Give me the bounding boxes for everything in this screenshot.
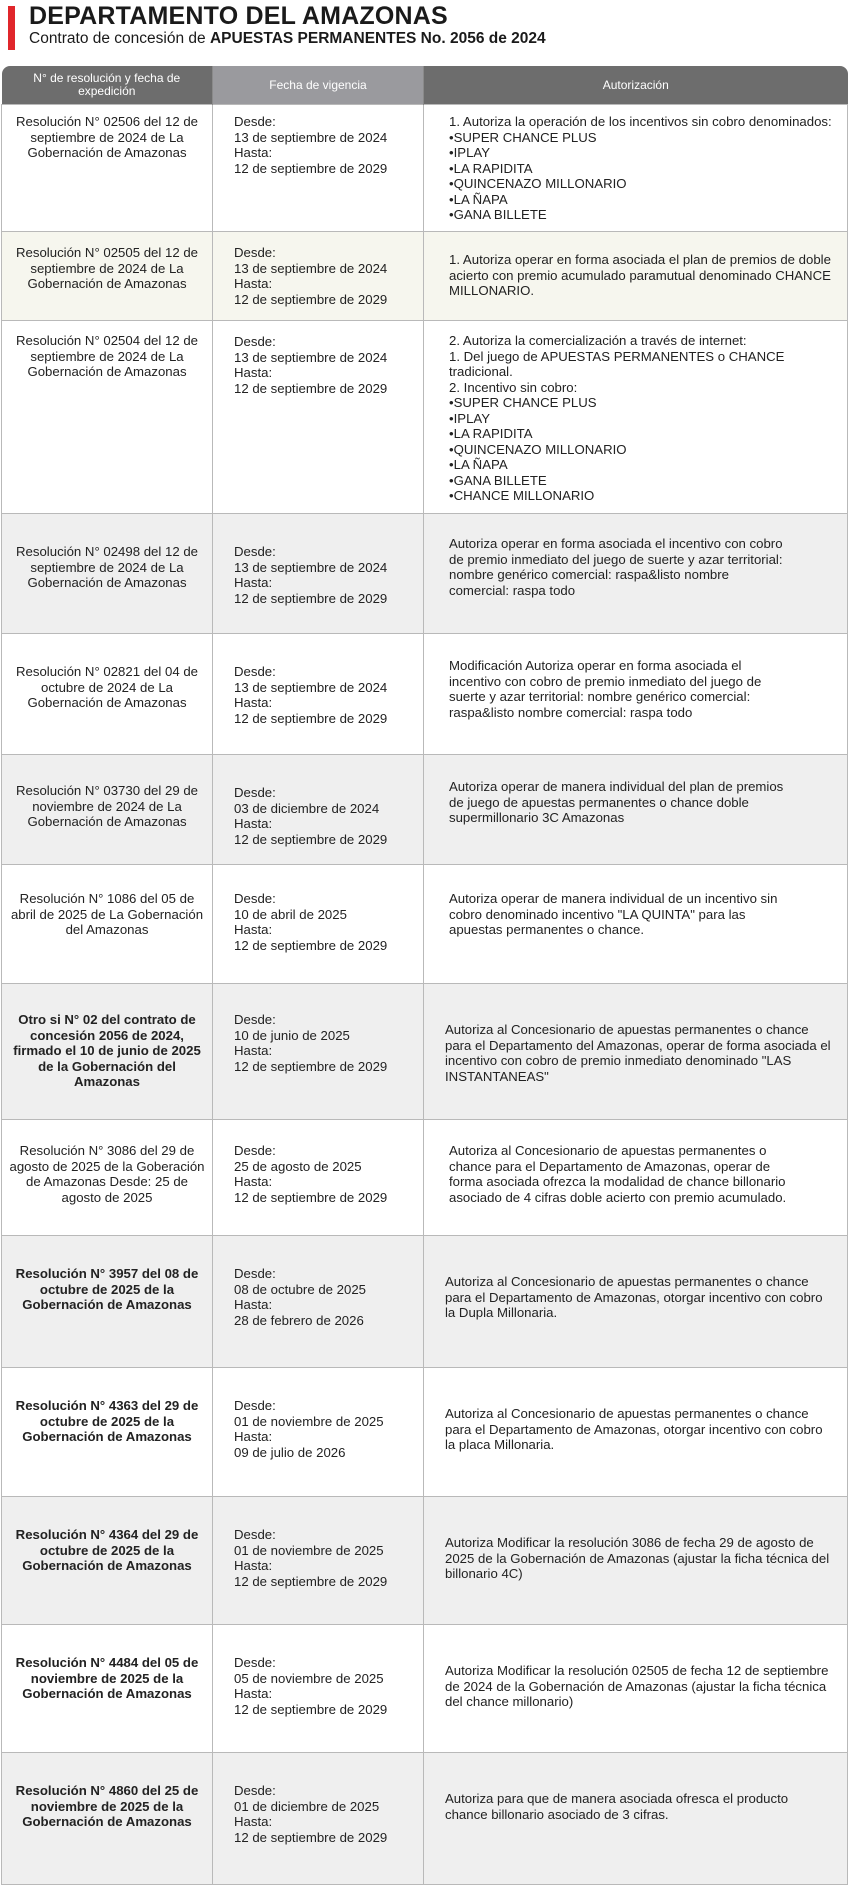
authorization-cell: [424, 634, 848, 755]
validity-cell: [213, 634, 424, 755]
authorization-line: 1. Autoriza operar en forma asociada el plan de premios de doble acierto con premio acumulado paramutual denominado CHANCE MILLONARIO.: [449, 252, 831, 298]
to-label: Hasta:: [234, 276, 273, 291]
from-label: Desde:: [234, 664, 276, 679]
from-date: 01 de noviembre de 2025: [234, 1542, 384, 1558]
table-row: [2, 1753, 848, 1885]
to-date: 12 de septiembre de 2029: [234, 1573, 388, 1589]
table-row: [2, 634, 848, 755]
authorization-line: •IPLAY: [449, 145, 491, 160]
resolution-cell: Resolución N° 02821 del 04 de octubre de 2024 de La Gobernación de Amazonas: [2, 634, 213, 755]
resolution-cell: Resolución N° 3086 del 29 de agosto de 2025 de la Goberación de Amazonas Desde: 25 de agosto de 2025: [2, 1120, 213, 1236]
authorization-cell: [424, 105, 848, 232]
from-date: 01 de diciembre de 2025: [234, 1798, 380, 1814]
authorization-cell: [424, 755, 848, 865]
authorization-line: 2. Incentivo sin cobro:: [449, 379, 578, 395]
validity-cell: [213, 1236, 424, 1368]
page-subtitle: [29, 30, 546, 48]
to-label: Hasta:: [234, 1558, 273, 1573]
to-label: Hasta:: [234, 1043, 273, 1058]
authorization-cell: [424, 321, 848, 514]
authorization-line: •LA RAPIDITA: [449, 426, 533, 441]
resolution-cell: Resolución N° 1086 del 05 de abril de 2025 de La Gobernación del Amazonas: [2, 865, 213, 984]
authorization-line: comercial: raspa todo: [449, 582, 576, 598]
page-title: DEPARTAMENTO DEL AMAZONAS: [29, 2, 448, 30]
to-label: Hasta:: [234, 575, 273, 590]
from-date: 25 de agosto de 2025: [234, 1158, 362, 1174]
authorization-line: cobro denominado incentivo "LA QUINTA" para las: [449, 906, 746, 922]
from-label: Desde:: [234, 1527, 276, 1542]
table-row: [2, 1368, 848, 1497]
to-date: 12 de septiembre de 2029: [234, 1829, 388, 1845]
authorization-cell: [424, 1625, 848, 1753]
to-date: 12 de septiembre de 2029: [234, 937, 388, 953]
from-label: Desde:: [234, 1143, 276, 1158]
to-date: 12 de septiembre de 2029: [234, 291, 388, 307]
authorization-cell: [424, 514, 848, 634]
validity-cell: [213, 321, 424, 514]
table-row: [2, 1120, 848, 1236]
authorization-line: •LA ÑAPA: [449, 191, 508, 207]
authorization-line: Autoriza operar de manera individual del plan de premios: [449, 779, 784, 794]
from-date: 03 de diciembre de 2024: [234, 800, 380, 816]
authorization-line: •QUINCENAZO MILLONARIO: [449, 441, 627, 457]
authorization-cell: [424, 232, 848, 321]
subtitle-contract: APUESTAS PERMANENTES No. 2056 de 2024: [209, 30, 546, 47]
subtitle-prefix: Contrato de concesión de: [29, 30, 206, 47]
table-row: [2, 755, 848, 865]
authorization-line: Autoriza Modificar la resolución 3086 de fecha 29 de agosto de 2025 de la Gobernación de Amazonas (ajustar la ficha técnica del billonario 4C): [445, 1535, 830, 1581]
to-date: 12 de septiembre de 2029: [234, 380, 388, 396]
to-label: Hasta:: [234, 1297, 273, 1312]
from-date: 08 de octubre de 2025: [234, 1281, 366, 1297]
to-label: Hasta:: [234, 922, 273, 937]
resolution-cell: Resolución N° 02498 del 12 de septiembre de 2024 de La Gobernación de Amazonas: [2, 514, 213, 634]
to-date: 12 de septiembre de 2029: [234, 590, 388, 606]
validity-cell: [213, 1625, 424, 1753]
resolutions-table: [1, 66, 848, 1885]
authorization-cell: [424, 984, 848, 1120]
column-header-authorization: Autorización: [424, 66, 848, 105]
from-label: Desde:: [234, 334, 276, 349]
authorization-line: 1. Del juego de APUESTAS PERMANENTES o CHANCE tradicional.: [449, 348, 785, 379]
validity-cell: [213, 755, 424, 865]
resolution-cell: Resolución N° 03730 del 29 de noviembre de 2024 de La Gobernación de Amazonas: [2, 755, 213, 865]
authorization-line: Autoriza al Concesionario de apuestas permanentes o chance para el Departamento de Amazonas, otorgar incentivo con cobro la placa Millonaria.: [445, 1406, 823, 1452]
authorization-line: supermillonario 3C Amazonas: [449, 810, 625, 825]
document-header: [0, 0, 848, 66]
to-date: 12 de septiembre de 2029: [234, 1058, 388, 1074]
table-row: [2, 1236, 848, 1368]
authorization-line: Autoriza al Concesionario de apuestas permanentes o chance para el Departamento del Amazonas, operar de forma asociada el incentivo con cobro de premio inmediato denominado "LAS INSTANTANEAS": [445, 1022, 831, 1084]
authorization-line: forma asociada ofrezca la modalidad de chance billonario: [449, 1174, 786, 1189]
authorization-line: Autoriza al Concesionario de apuestas permanentes o chance para el Departamento de Amazonas, otorgar incentivo con cobro la Dupla Millonaria.: [445, 1274, 823, 1320]
authorization-line: •IPLAY: [449, 410, 491, 426]
to-label: Hasta:: [234, 1686, 273, 1701]
to-date: 09 de julio de 2026: [234, 1444, 346, 1460]
from-date: 13 de septiembre de 2024: [234, 260, 388, 276]
from-date: 13 de septiembre de 2024: [234, 129, 388, 145]
from-label: Desde:: [234, 1266, 276, 1281]
from-date: 13 de septiembre de 2024: [234, 679, 388, 695]
validity-cell: [213, 1497, 424, 1625]
resolution-cell: Resolución N° 4364 del 29 de octubre de 2025 de la Gobernación de Amazonas: [2, 1497, 213, 1625]
accent-bar: [8, 6, 15, 50]
from-date: 10 de junio de 2025: [234, 1027, 350, 1043]
to-date: 12 de septiembre de 2029: [234, 710, 388, 726]
to-label: Hasta:: [234, 695, 273, 710]
resolution-cell: Resolución N° 02506 del 12 de septiembre de 2024 de La Gobernación de Amazonas: [2, 105, 213, 232]
authorization-line: •QUINCENAZO MILLONARIO: [449, 176, 627, 191]
authorization-line: Autoriza para que de manera asociada ofresca el producto chance billonario asociado de 3 cifras.: [445, 1791, 789, 1822]
from-label: Desde:: [234, 891, 276, 906]
from-label: Desde:: [234, 245, 276, 260]
authorization-cell: [424, 1236, 848, 1368]
authorization-line: suerte y azar territorial: nombre genérico comercial:: [449, 689, 751, 704]
resolution-cell: Resolución N° 4484 del 05 de noviembre de 2025 de la Gobernación de Amazonas: [2, 1625, 213, 1753]
to-date: 12 de septiembre de 2029: [234, 1189, 388, 1205]
to-date: 28 de febrero de 2026: [234, 1312, 364, 1328]
from-label: Desde:: [234, 1655, 276, 1670]
resolution-cell: Resolución N° 02504 del 12 de septiembre de 2024 de La Gobernación de Amazonas: [2, 321, 213, 514]
authorization-line: 1. Autoriza la operación de los incentivos sin cobro denominados:: [449, 114, 832, 129]
resolution-cell: Resolución N° 02505 del 12 de septiembre de 2024 de La Gobernación de Amazonas: [2, 232, 213, 321]
authorization-line: Autoriza al Concesionario de apuestas permanentes o: [449, 1143, 767, 1158]
resolution-cell: Resolución N° 3957 del 08 de octubre de 2025 de la Gobernación de Amazonas: [2, 1236, 213, 1368]
from-label: Desde:: [234, 785, 276, 800]
authorization-line: •GANA BILLETE: [449, 472, 547, 488]
authorization-line: •CHANCE MILLONARIO: [449, 488, 595, 503]
authorization-line: de juego de apuestas permanentes o chance doble: [449, 794, 749, 810]
column-header-validity: Fecha de vigencia: [213, 66, 424, 105]
from-date: 05 de noviembre de 2025: [234, 1670, 384, 1686]
table-row: [2, 865, 848, 984]
authorization-line: asociado de 4 cifras doble acierto con premio acumulado.: [449, 1189, 787, 1205]
from-label: Desde:: [234, 1012, 276, 1027]
resolution-cell: Otro si N° 02 del contrato de concesión 2056 de 2024, firmado el 10 de junio de 2025 de la Gobernación del Amazonas: [2, 984, 213, 1120]
from-date: 10 de abril de 2025: [234, 906, 347, 922]
authorization-cell: [424, 1497, 848, 1625]
authorization-line: Autoriza operar en forma asociada el incentivo con cobro: [449, 536, 783, 551]
table-header-row: [2, 66, 848, 105]
authorization-line: 2. Autoriza la comercialización a través de internet:: [449, 333, 747, 348]
authorization-line: Modificación Autoriza operar en forma asociada el: [449, 658, 742, 673]
validity-cell: [213, 1368, 424, 1497]
authorization-line: incentivo con cobro de premio inmediato del juego de: [449, 673, 762, 689]
authorization-line: •SUPER CHANCE PLUS: [449, 395, 597, 410]
validity-cell: [213, 984, 424, 1120]
authorization-cell: [424, 1753, 848, 1885]
table-row: [2, 105, 848, 232]
to-label: Hasta:: [234, 365, 273, 380]
authorization-cell: [424, 1120, 848, 1236]
to-date: 12 de septiembre de 2029: [234, 1701, 388, 1717]
resolution-cell: Resolución N° 4860 del 25 de noviembre de 2025 de la Gobernación de Amazonas: [2, 1753, 213, 1885]
to-label: Hasta:: [234, 1814, 273, 1829]
authorization-line: Autoriza operar de manera individual de un incentivo sin: [449, 891, 778, 906]
from-date: 13 de septiembre de 2024: [234, 559, 388, 575]
authorization-line: •LA RAPIDITA: [449, 160, 533, 176]
authorization-line: raspa&listo nombre comercial: raspa todo: [449, 704, 693, 720]
validity-cell: [213, 1120, 424, 1236]
to-date: 12 de septiembre de 2029: [234, 160, 388, 176]
from-label: Desde:: [234, 114, 276, 129]
from-date: 13 de septiembre de 2024: [234, 349, 388, 365]
from-date: 01 de noviembre de 2025: [234, 1413, 384, 1429]
authorization-line: •GANA BILLETE: [449, 207, 547, 222]
authorization-line: Autoriza Modificar la resolución 02505 de fecha 12 de septiembre de 2024 de la Gobernación de Amazonas (ajustar la ficha técnica del chance millonario): [445, 1663, 829, 1709]
authorization-line: nombre genérico comercial: raspa&listo nombre: [449, 567, 729, 582]
table-row: [2, 984, 848, 1120]
authorization-line: •LA ÑAPA: [449, 457, 508, 472]
authorization-line: •SUPER CHANCE PLUS: [449, 129, 597, 145]
authorization-cell: [424, 865, 848, 984]
authorization-cell: [424, 1368, 848, 1497]
to-date: 12 de septiembre de 2029: [234, 831, 388, 847]
resolution-cell: Resolución N° 4363 del 29 de octubre de 2025 de la Gobernación de Amazonas: [2, 1368, 213, 1497]
validity-cell: [213, 105, 424, 232]
authorization-line: chance para el Departamento de Amazonas, operar de: [449, 1158, 771, 1174]
table-row: [2, 514, 848, 634]
validity-cell: [213, 232, 424, 321]
column-header-resolution: N° de resolución y fecha de expedición: [2, 66, 213, 105]
validity-cell: [213, 514, 424, 634]
from-label: Desde:: [234, 544, 276, 559]
from-label: Desde:: [234, 1398, 276, 1413]
validity-cell: [213, 865, 424, 984]
table-row: [2, 232, 848, 321]
to-label: Hasta:: [234, 816, 273, 831]
to-label: Hasta:: [234, 1429, 273, 1444]
authorization-line: de premio inmediato del juego de suerte y azar territorial:: [449, 551, 783, 567]
table-row: [2, 1497, 848, 1625]
table-row: [2, 321, 848, 514]
to-label: Hasta:: [234, 1174, 273, 1189]
validity-cell: [213, 1753, 424, 1885]
authorization-line: apuestas permanentes o chance.: [449, 922, 645, 937]
to-label: Hasta:: [234, 145, 273, 160]
from-label: Desde:: [234, 1783, 276, 1798]
table-row: [2, 1625, 848, 1753]
